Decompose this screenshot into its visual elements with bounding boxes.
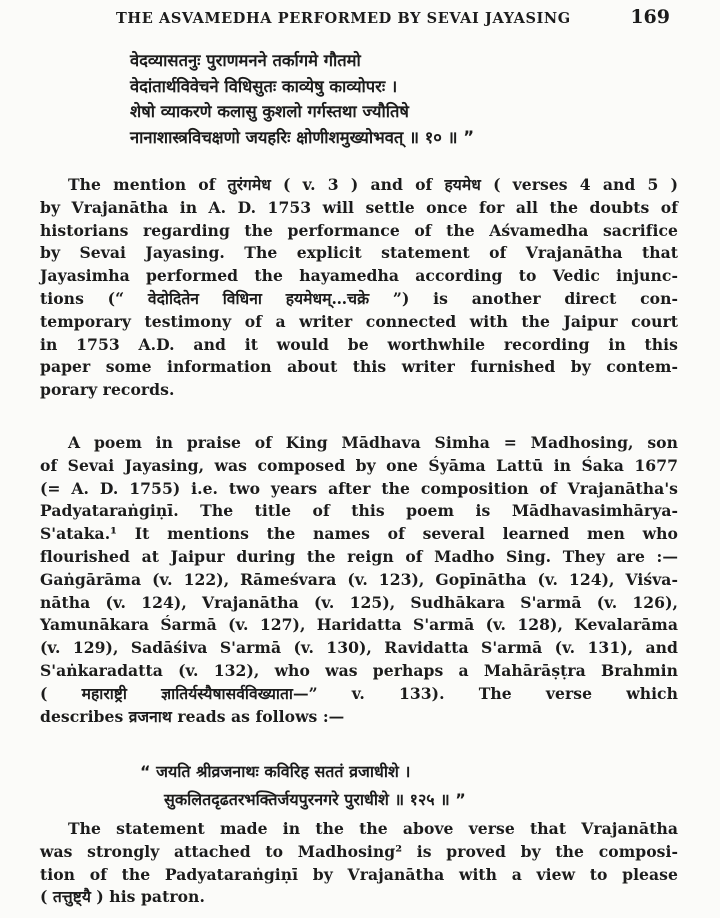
verse-line: “ जयति श्रीव्रजनाथः कविरिह सततं व्रजाधीशे । bbox=[140, 762, 411, 781]
quoted-verse-block bbox=[140, 758, 660, 814]
text-line: paper some information about this writer furnished by contem- bbox=[40, 357, 678, 377]
page-header bbox=[76, 6, 676, 32]
text-line: describes व्रजनाथ reads as follows :— bbox=[40, 706, 345, 726]
text-line: Yamunākara Śarmā (v. 127), Haridatta S'armā (v. 128), Kevalarāma bbox=[40, 615, 678, 635]
verse-line: वेदांतार्थविवेचने विधिसुतः काव्येषु काव्योपरः । bbox=[130, 76, 398, 96]
text-line: tions (“ वेदोदितेन विधिना हयमेधम्…चक्रे ”) is another direct con- bbox=[40, 288, 678, 308]
verse-line: शेषो व्याकरणे कलासु कुशलो गर्गस्तथा ज्यौतिषे bbox=[130, 102, 409, 121]
text-line: Jayasimha performed the hayamedha according to Vedic injunc- bbox=[40, 266, 678, 286]
text-line: nātha (v. 124), Vrajanātha (v. 125), Sudhākara S'armā (v. 126), bbox=[40, 592, 678, 612]
text-line: (= A. D. 1755) i.e. two years after the composition of Vrajanātha's bbox=[40, 478, 678, 498]
text-line: (v. 129), Sadāśiva S'armā (v. 130), Ravidatta S'armā (v. 131), and bbox=[40, 638, 678, 658]
text-line: by Vrajanātha in A. D. 1753 will settle once for all the doubts of bbox=[40, 197, 678, 217]
sanskrit-verse-block bbox=[130, 48, 670, 150]
text-line: tion of the Padyataraṅgiṇī by Vrajanātha with a view to please bbox=[40, 864, 678, 884]
text-line: The mention of तुरंगमेध ( v. 3 ) and of हयमेध ( verses 4 and 5 ) bbox=[68, 175, 678, 194]
text-line: Gaṅgārāma (v. 122), Rāmeśvara (v. 123), Gopīnātha (v. 124), Viśva- bbox=[40, 569, 678, 589]
verse-line: सुकलितदृढतरभक्तिर्जयपुरनगरे पुराधीशे ॥ १२५ ॥ ” bbox=[164, 790, 466, 809]
text-line: S'aṅkaradatta (v. 132), who was perhaps a Mahārāṣṭra Brahmin bbox=[40, 660, 678, 680]
text-line: of Sevai Jayasing, was composed by one Śyāma Lattū in Śaka 1677 bbox=[40, 455, 678, 475]
paragraph-statement bbox=[40, 818, 678, 909]
running-title: THE ASVAMEDHA PERFORMED BY SEVAI JAYASING bbox=[116, 10, 571, 27]
verse-line: नानाशास्त्रविचक्षणो जयहरिः क्षोणीशमुख्योभवत् ॥ १० ॥ ” bbox=[130, 127, 475, 147]
paragraph-madhava-poem bbox=[40, 432, 678, 728]
text-line: S'ataka.¹ It mentions the names of several learned men who bbox=[40, 524, 678, 544]
text-line: historians regarding the performance of the Aśvamedha sacrifice bbox=[40, 220, 678, 240]
text-line: porary records. bbox=[40, 380, 175, 400]
text-line: flourished at Jaipur during the reign of Madho Sing. They are :— bbox=[40, 546, 678, 566]
text-line: by Sevai Jayasing. The explicit statement of Vrajanātha that bbox=[40, 243, 678, 263]
text-line: A poem in praise of King Mādhava Simha = Madhosing, son bbox=[68, 433, 678, 452]
text-line: temporary testimony of a writer connected with the Jaipur court bbox=[40, 311, 678, 331]
verse-line: वेदव्यासतनुः पुराणमनने तर्कागमे गौतमो bbox=[130, 51, 361, 70]
text-line: in 1753 A.D. and it would be worthwhile recording in this bbox=[40, 334, 678, 354]
text-line: Padyataraṅgiṇī. The title of this poem is Mādhavasimhārya- bbox=[40, 501, 678, 521]
text-line: ( तत्तुष्ट्यै ) his patron. bbox=[40, 887, 205, 907]
text-line: ( महाराष्ट्री ज्ञातिर्यस्यैषासर्वविख्याता—” v. 133). The verse which bbox=[40, 683, 678, 703]
page-number: 169 bbox=[630, 6, 670, 28]
paragraph-asvamedha-mention bbox=[40, 174, 678, 402]
text-line: was strongly attached to Madhosing² is proved by the composi- bbox=[40, 841, 678, 861]
text-line: The statement made in the the above verse that Vrajanātha bbox=[68, 819, 678, 838]
